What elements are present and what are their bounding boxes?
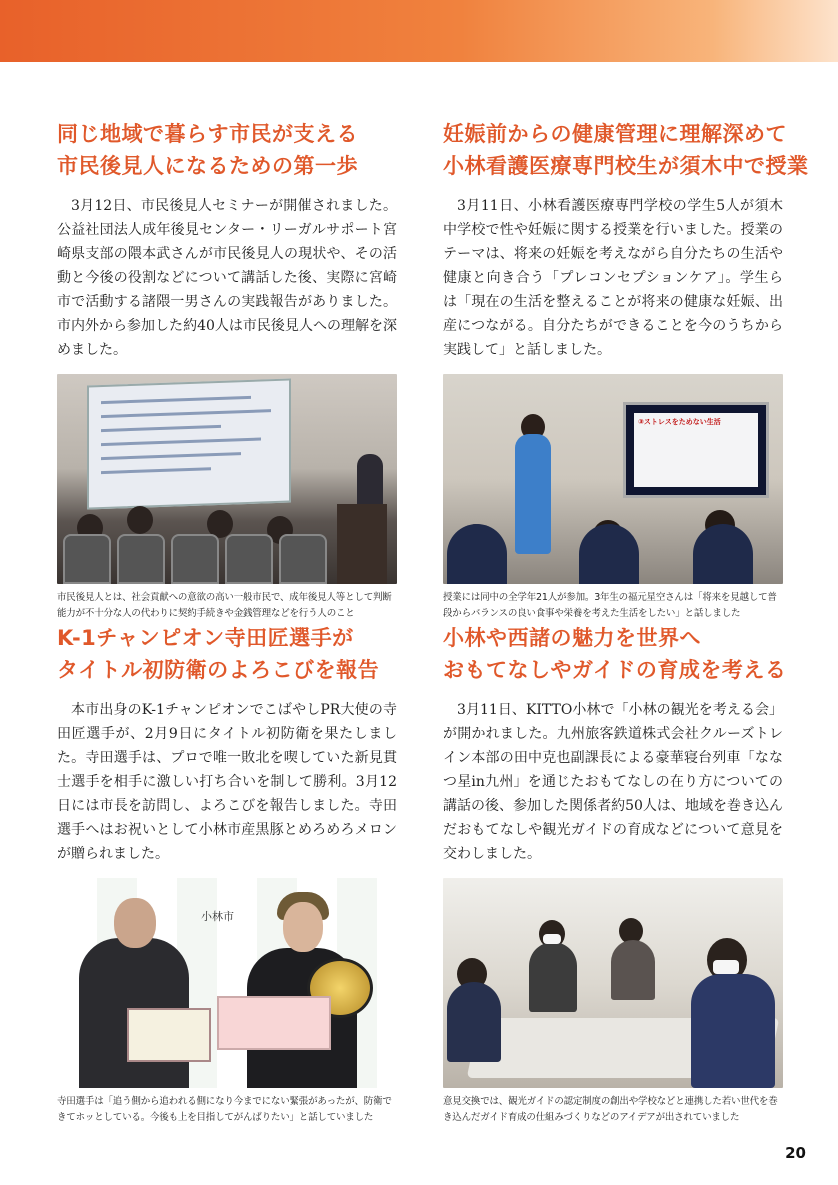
monitor-text: ③ストレスをためない生活 (638, 418, 721, 426)
classroom-photo (443, 374, 783, 584)
champion-photo (57, 878, 397, 1088)
article-preconception-care (443, 118, 809, 622)
seminar-photo (57, 374, 397, 584)
article-body: 本市出身のK-1チャンピオンでこばやしPR大使の寺田匠選手が、2月9日にタイトル初防衛を果たしました。寺田選手は、プロで唯一敗北を喫していた新見貫士選手を相手に激しい打ち合いを制して勝利。3月12日には市長を訪問し、よろこびを報告しました。寺田選手へはお祝いとして小林市産黒豚とめろめろメロンが贈られました。 (57, 702, 397, 862)
top-orange-band (0, 0, 838, 62)
display-monitor (623, 402, 769, 498)
headline (57, 118, 397, 182)
headline-line-2: おもてなしやガイドの育成を考える (443, 658, 787, 682)
pork-box (217, 996, 331, 1050)
podium (337, 504, 387, 584)
article-tourism-meeting (443, 622, 787, 1126)
headline-line-1: 小林や西諸の魅力を世界へ (443, 626, 701, 650)
article-citizen-guardian (57, 118, 397, 622)
presenter-student (515, 434, 551, 554)
headline-line-1: K-1チャンピオン寺田匠選手が (57, 626, 354, 650)
city-sign-text: 小林市 (201, 910, 234, 923)
headline-line-1: 妊娠前からの健康管理に理解深めて (443, 122, 787, 146)
headline (57, 622, 397, 686)
headline-line-2: 小林看護医療専門校生が須木中で授業 (443, 154, 809, 178)
photo-caption: 市民後見人とは、社会貢献への意欲の高い一般市民で、成年後見人等として判断能力が不十分な人の代わりに契約手続きや金銭管理などを行う人のこと (57, 592, 392, 619)
headline (443, 118, 809, 182)
projector-screen (87, 378, 291, 509)
headline-line-1: 同じ地域で暮らす市民が支える (57, 122, 358, 146)
article-body: 3月11日、KITTO小林で「小林の観光を考える会」が開かれました。九州旅客鉄道株式会社クルーズトレイン本部の田中克也副課長による豪華寝台列車「ななつ星in九州」を通じたおもてなしの在り方についての講話の後、参加した関係者約50人は、地域を巻き込んだおもてなしや観光ガイドの育成などについて意見を交わしました。 (443, 702, 783, 862)
headline (443, 622, 787, 686)
photo-caption: 授業には同中の全学年21人が参加。3年生の福元星空さんは「将来を見越して普段からバランスの良い食事や栄養を考えた生活をしたい」と話しました (443, 592, 777, 619)
meeting-photo (443, 878, 783, 1088)
melon-box (127, 1008, 211, 1062)
photo-caption: 寺田選手は「追う側から追われる側になり今までにない緊張があったが、防衛できてホッとしている。今後も上を目指してがんばりたい」と話していました (57, 1096, 392, 1123)
photo-caption: 意見交換では、観光ガイドの認定制度の創出や学校などと連携した若い世代を巻き込んだガイド育成の仕組みづくりなどのアイデアが出されていました (443, 1096, 778, 1123)
headline-line-2: 市民後見人になるための第一歩 (57, 154, 358, 178)
headline-line-2: タイトル初防衛のよろこびを報告 (57, 658, 380, 682)
article-body: 3月11日、小林看護医療専門学校の学生5人が須木中学校で性や妊娠に関する授業を行いました。授業のテーマは、将来の妊娠を考えながら自分たちの生活や健康と向き合う「プレコンセプションケア」。学生らは「現在の生活を整えることが将来の健康な妊娠、出産につながる。自分たちができることを今のうちから実践して」と話しました。 (443, 198, 783, 358)
article-k1-champion (57, 622, 397, 1126)
page-number: 20 (785, 1144, 806, 1162)
article-body: 3月12日、市民後見人セミナーが開催されました。公益社団法人成年後見センター・リーガルサポート宮崎県支部の隈本武さんが市民後見人の現状や、その活動と今後の役割などについて講話した後、実際に宮崎市で活動する諸隈一男さんの実践報告がありました。市内外から参加した約40人は市民後見人への理解を深めました。 (57, 198, 397, 358)
